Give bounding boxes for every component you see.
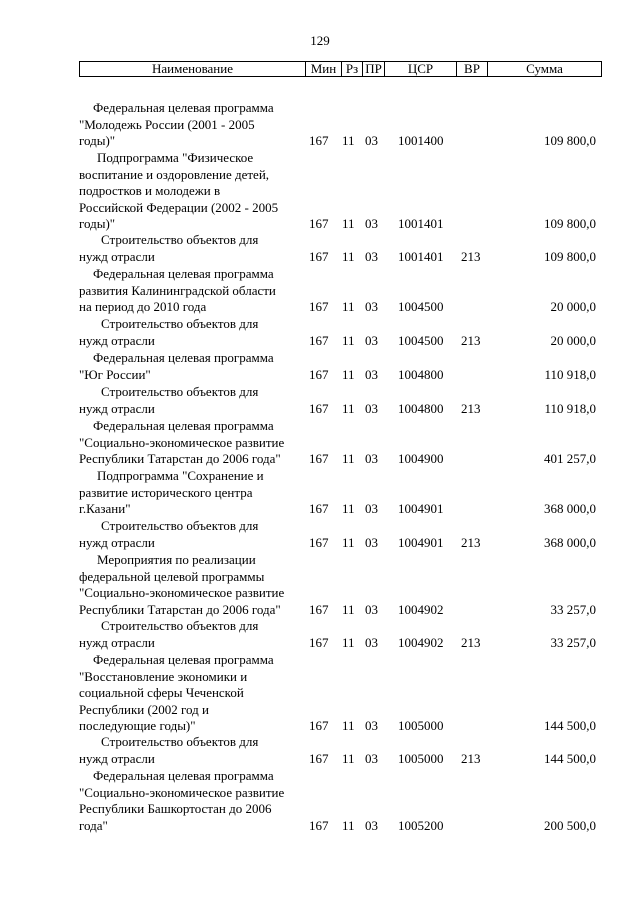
- table-row: [0, 350, 640, 383]
- row-vr: 213: [461, 534, 481, 550]
- row-name: Строительство объектов для нужд отрасли: [79, 316, 259, 348]
- row-sum: 144 500,0: [544, 750, 596, 766]
- row-min: 167: [309, 634, 329, 650]
- row-vr: 213: [461, 634, 481, 650]
- row-name: Строительство объектов для нужд отрасли: [79, 618, 259, 650]
- row-sum: 20 000,0: [550, 299, 596, 314]
- row-pr: 03: [365, 534, 378, 550]
- row-csr: 1004800: [398, 400, 444, 416]
- row-vr: 213: [461, 248, 481, 264]
- row-pr: 03: [365, 248, 378, 264]
- table-row: [0, 518, 640, 551]
- row-sum: 144 500,0: [544, 718, 596, 733]
- table-row: [0, 618, 640, 651]
- row-pr: 03: [365, 718, 378, 733]
- page-number: 129: [310, 33, 330, 48]
- row-min: 167: [309, 332, 329, 348]
- table-row: [0, 384, 640, 417]
- row-csr: 1004902: [398, 634, 444, 650]
- row-pr: 03: [365, 299, 378, 314]
- row-sum: 109 800,0: [544, 216, 596, 231]
- table-row: [0, 232, 640, 265]
- row-name: Федеральная целевая программа "Юг России": [79, 350, 274, 382]
- table-row: [0, 100, 640, 150]
- row-pr: 03: [365, 400, 378, 416]
- row-sum: 20 000,0: [550, 332, 596, 348]
- row-min: 167: [309, 216, 329, 231]
- row-pr: 03: [365, 366, 378, 382]
- row-pr: 03: [365, 817, 378, 833]
- row-rz: 11: [342, 750, 355, 766]
- row-min: 167: [309, 601, 329, 617]
- row-name: Строительство объектов для нужд отрасли: [79, 384, 259, 416]
- row-sum: 368 000,0: [544, 534, 596, 550]
- row-rz: 11: [342, 501, 355, 516]
- row-name: Мероприятия по реализации федеральной целевой программы "Социально-экономическое развитие Республики Татарстан до 2006 года": [79, 552, 285, 617]
- row-min: 167: [309, 451, 329, 466]
- row-csr: 1001401: [398, 216, 444, 231]
- row-pr: 03: [365, 332, 378, 348]
- row-rz: 11: [342, 248, 355, 264]
- row-rz: 11: [342, 299, 355, 314]
- row-min: 167: [309, 501, 329, 516]
- row-min: 167: [309, 133, 329, 148]
- table-row: [0, 150, 640, 233]
- row-name: Федеральная целевая программа "Социально-экономическое развитие Республики Башкортостан до 2006 года": [79, 768, 285, 833]
- row-vr: 213: [461, 332, 481, 348]
- table-row: [0, 316, 640, 349]
- header-vr: ВР: [456, 62, 487, 76]
- row-csr: 1004902: [398, 601, 444, 617]
- row-name: Строительство объектов для нужд отрасли: [79, 518, 259, 550]
- row-sum: 109 800,0: [544, 248, 596, 264]
- row-csr: 1004901: [398, 501, 444, 516]
- row-rz: 11: [342, 400, 355, 416]
- row-vr: 213: [461, 750, 481, 766]
- row-sum: 401 257,0: [544, 451, 596, 466]
- row-csr: 1001401: [398, 248, 444, 264]
- row-name: Федеральная целевая программа "Восстановление экономики и социальной сферы Чеченской Республики (2002 год и последующие годы)": [79, 652, 274, 733]
- row-rz: 11: [342, 133, 355, 148]
- table-row: [0, 652, 640, 735]
- row-rz: 11: [342, 332, 355, 348]
- row-sum: 110 918,0: [544, 400, 596, 416]
- row-rz: 11: [342, 534, 355, 550]
- row-csr: 1005000: [398, 718, 444, 733]
- row-name: Подпрограмма "Физическое воспитание и оздоровление детей, подростков и молодежи в Российской Федерации (2002 - 2005 годы)": [79, 150, 279, 231]
- header-sum: Сумма: [487, 62, 601, 76]
- row-sum: 200 500,0: [544, 817, 596, 833]
- table-header: [79, 61, 602, 77]
- row-pr: 03: [365, 216, 378, 231]
- row-sum: 33 257,0: [550, 601, 596, 617]
- row-csr: 1004500: [398, 299, 444, 314]
- header-name: Наименование: [152, 61, 233, 76]
- row-csr: 1004900: [398, 451, 444, 466]
- row-pr: 03: [365, 750, 378, 766]
- row-rz: 11: [342, 634, 355, 650]
- row-name: Федеральная целевая программа "Социально-экономическое развитие Республики Татарстан до 2006 года": [79, 418, 285, 466]
- table-row: [0, 418, 640, 468]
- row-name: Подпрограмма "Сохранение и развитие исторического центра г.Казани": [79, 468, 264, 516]
- row-csr: 1005200: [398, 817, 444, 833]
- row-csr: 1001400: [398, 133, 444, 148]
- row-pr: 03: [365, 501, 378, 516]
- header-csr: ЦСР: [384, 62, 456, 76]
- table-row: [0, 468, 640, 518]
- row-min: 167: [309, 299, 329, 314]
- row-name: Федеральная целевая программа развития Калининградской области на период до 2010 года: [79, 266, 276, 314]
- row-sum: 109 800,0: [544, 133, 596, 148]
- row-min: 167: [309, 750, 329, 766]
- row-csr: 1004800: [398, 366, 444, 382]
- row-min: 167: [309, 366, 329, 382]
- row-min: 167: [309, 248, 329, 264]
- row-rz: 11: [342, 817, 355, 833]
- row-csr: 1004901: [398, 534, 444, 550]
- header-min: Мин: [305, 62, 341, 76]
- row-rz: 11: [342, 718, 355, 733]
- row-pr: 03: [365, 451, 378, 466]
- row-vr: 213: [461, 400, 481, 416]
- row-csr: 1005000: [398, 750, 444, 766]
- header-rz: Рз: [341, 62, 362, 76]
- row-sum: 368 000,0: [544, 501, 596, 516]
- header-pr: ПР: [362, 62, 384, 76]
- table-row: [0, 768, 640, 834]
- row-min: 167: [309, 718, 329, 733]
- row-rz: 11: [342, 601, 355, 617]
- row-pr: 03: [365, 601, 378, 617]
- row-name: Федеральная целевая программа "Молодежь России (2001 - 2005 годы)": [79, 100, 274, 148]
- row-sum: 33 257,0: [550, 634, 596, 650]
- row-rz: 11: [342, 216, 355, 231]
- table-row: [0, 266, 640, 316]
- row-name: Строительство объектов для нужд отрасли: [79, 734, 259, 766]
- row-min: 167: [309, 400, 329, 416]
- row-csr: 1004500: [398, 332, 444, 348]
- table-row: [0, 552, 640, 618]
- row-min: 167: [309, 534, 329, 550]
- table-row: [0, 734, 640, 767]
- row-rz: 11: [342, 366, 355, 382]
- row-sum: 110 918,0: [544, 366, 596, 382]
- row-pr: 03: [365, 634, 378, 650]
- row-min: 167: [309, 817, 329, 833]
- row-name: Строительство объектов для нужд отрасли: [79, 232, 259, 264]
- row-rz: 11: [342, 451, 355, 466]
- row-pr: 03: [365, 133, 378, 148]
